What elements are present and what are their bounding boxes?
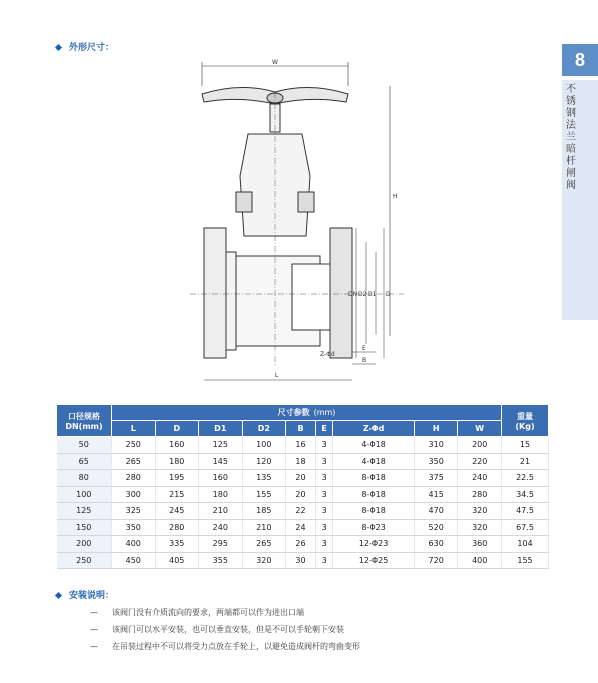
table-cell: 18 (286, 453, 316, 470)
table-cell: 50 (57, 437, 112, 454)
table-cell: 325 (112, 503, 156, 520)
table-row (57, 470, 549, 487)
gate-valve-drawing (180, 56, 420, 386)
table-cell: 3 (315, 503, 332, 520)
column-header: L (112, 421, 156, 437)
table-cell: 300 (112, 486, 156, 503)
column-header: D (155, 421, 199, 437)
table-cell: 3 (315, 486, 332, 503)
table-cell: 160 (199, 470, 243, 487)
column-header: E (315, 421, 332, 437)
table-cell: 320 (242, 552, 286, 569)
table-cell: 155 (242, 486, 286, 503)
table-cell: 250 (57, 552, 112, 569)
note-item: — 该阀门没有介质流向的要求，两端都可以作为进出口端 (90, 608, 304, 617)
dim-label-d: D (386, 291, 391, 298)
table-cell: 200 (57, 536, 112, 553)
table-cell: 355 (199, 552, 243, 569)
dim-label-zphid: Z-Φd (320, 351, 335, 358)
table-cell: 100 (57, 486, 112, 503)
table-cell: 720 (414, 552, 458, 569)
table-cell: 320 (458, 503, 502, 520)
dim-label-d1: D1 (368, 291, 377, 298)
col-weight-header: 重量 (Kg) (502, 405, 549, 437)
table-cell: 21 (502, 453, 549, 470)
table-cell: 415 (414, 486, 458, 503)
table-cell: 8-Φ18 (333, 470, 415, 487)
section-heading-text: 外形尺寸： (69, 43, 115, 53)
table-cell: 65 (57, 453, 112, 470)
table-cell: 4-Φ18 (333, 453, 415, 470)
table-cell: 295 (199, 536, 243, 553)
table-cell: 350 (414, 453, 458, 470)
table-cell: 104 (502, 536, 549, 553)
table-row (57, 486, 549, 503)
table-cell: 22.5 (502, 470, 549, 487)
table-cell: 335 (155, 536, 199, 553)
table-cell: 30 (286, 552, 316, 569)
chapter-number-tab: 8 (562, 44, 598, 76)
table-cell: 360 (458, 536, 502, 553)
table-cell: 210 (199, 503, 243, 520)
table-cell: 34.5 (502, 486, 549, 503)
note-item: — 在吊装过程中不可以将受力点放在手轮上，以避免造成阀杆的弯曲变形 (90, 642, 360, 651)
column-header: W (458, 421, 502, 437)
table-cell: 240 (458, 470, 502, 487)
chapter-title: 不锈钢法兰暗杆闸阀 (566, 84, 576, 191)
table-cell: 12-Φ25 (333, 552, 415, 569)
table-cell: 15 (502, 437, 549, 454)
dim-label-e: E (362, 345, 366, 352)
table-cell: 3 (315, 470, 332, 487)
table-cell: 3 (315, 437, 332, 454)
column-header: D2 (242, 421, 286, 437)
bullet-icon (55, 592, 62, 599)
table-cell: 180 (199, 486, 243, 503)
table-row (57, 437, 549, 454)
table-cell: 320 (458, 519, 502, 536)
table-cell: 150 (57, 519, 112, 536)
table-cell: 80 (57, 470, 112, 487)
table-row (57, 552, 549, 569)
table-body (57, 437, 549, 569)
table-cell: 100 (242, 437, 286, 454)
left-flange (204, 228, 226, 358)
table-cell: 125 (57, 503, 112, 520)
dim-label-l: L (275, 372, 279, 379)
table-cell: 160 (155, 437, 199, 454)
column-header: H (414, 421, 458, 437)
col-params-header: 尺寸参数 (mm) (112, 405, 502, 421)
table-cell: 280 (155, 519, 199, 536)
table-cell: 145 (199, 453, 243, 470)
table-cell: 3 (315, 536, 332, 553)
dimensions-table (56, 404, 549, 569)
dim-label-h: H (393, 193, 398, 200)
table-row (57, 519, 549, 536)
table-cell: 3 (315, 519, 332, 536)
column-header: D1 (199, 421, 243, 437)
table-cell: 155 (502, 552, 549, 569)
section-heading-install (56, 588, 114, 601)
table-cell: 185 (242, 503, 286, 520)
table-cell: 135 (242, 470, 286, 487)
table-cell: 240 (199, 519, 243, 536)
table-cell: 16 (286, 437, 316, 454)
table-cell: 26 (286, 536, 316, 553)
table-cell: 405 (155, 552, 199, 569)
table-cell: 220 (458, 453, 502, 470)
table-cell: 375 (414, 470, 458, 487)
column-header: B (286, 421, 316, 437)
table-cell: 8-Φ23 (333, 519, 415, 536)
table-row (57, 503, 549, 520)
table-cell: 520 (414, 519, 458, 536)
table-cell: 310 (414, 437, 458, 454)
table-cell: 4-Φ18 (333, 437, 415, 454)
table-row (57, 453, 549, 470)
table-cell: 630 (414, 536, 458, 553)
table-cell: 210 (242, 519, 286, 536)
table-cell: 3 (315, 453, 332, 470)
table-cell: 400 (112, 536, 156, 553)
table-cell: 450 (112, 552, 156, 569)
dim-label-dn: DN (348, 291, 358, 298)
note-item: — 该阀门可以水平安装，也可以垂直安装，但是不可以手轮朝下安装 (90, 625, 344, 634)
table-cell: 215 (155, 486, 199, 503)
table-cell: 195 (155, 470, 199, 487)
section-heading-dimensions (56, 40, 114, 53)
table-row (57, 536, 549, 553)
dim-label-w: W (272, 59, 278, 66)
dim-label-d2: D2 (358, 291, 367, 298)
table-cell: 22 (286, 503, 316, 520)
table-cell: 8-Φ18 (333, 486, 415, 503)
table-cell: 20 (286, 486, 316, 503)
table-cell: 20 (286, 470, 316, 487)
table-cell: 47.5 (502, 503, 549, 520)
table-cell: 125 (199, 437, 243, 454)
table-cell: 265 (112, 453, 156, 470)
section-heading-text: 安装说明： (69, 591, 115, 601)
table-cell: 470 (414, 503, 458, 520)
table-cell: 200 (458, 437, 502, 454)
table-cell: 120 (242, 453, 286, 470)
table-cell: 12-Φ23 (333, 536, 415, 553)
column-headers (57, 421, 549, 437)
table-cell: 3 (315, 552, 332, 569)
table-cell: 245 (155, 503, 199, 520)
table-cell: 8-Φ18 (333, 503, 415, 520)
table-cell: 400 (458, 552, 502, 569)
table-cell: 280 (112, 470, 156, 487)
table-cell: 180 (155, 453, 199, 470)
table-cell: 280 (458, 486, 502, 503)
dim-label-b: B (362, 357, 367, 364)
table-cell: 350 (112, 519, 156, 536)
table-cell: 265 (242, 536, 286, 553)
install-notes (90, 604, 360, 655)
table-cell: 250 (112, 437, 156, 454)
column-header: Z-Φd (333, 421, 415, 437)
col-size-header: 口径规格 DN(mm) (57, 405, 112, 437)
table-cell: 24 (286, 519, 316, 536)
table-cell: 67.5 (502, 519, 549, 536)
bullet-icon (55, 44, 62, 51)
